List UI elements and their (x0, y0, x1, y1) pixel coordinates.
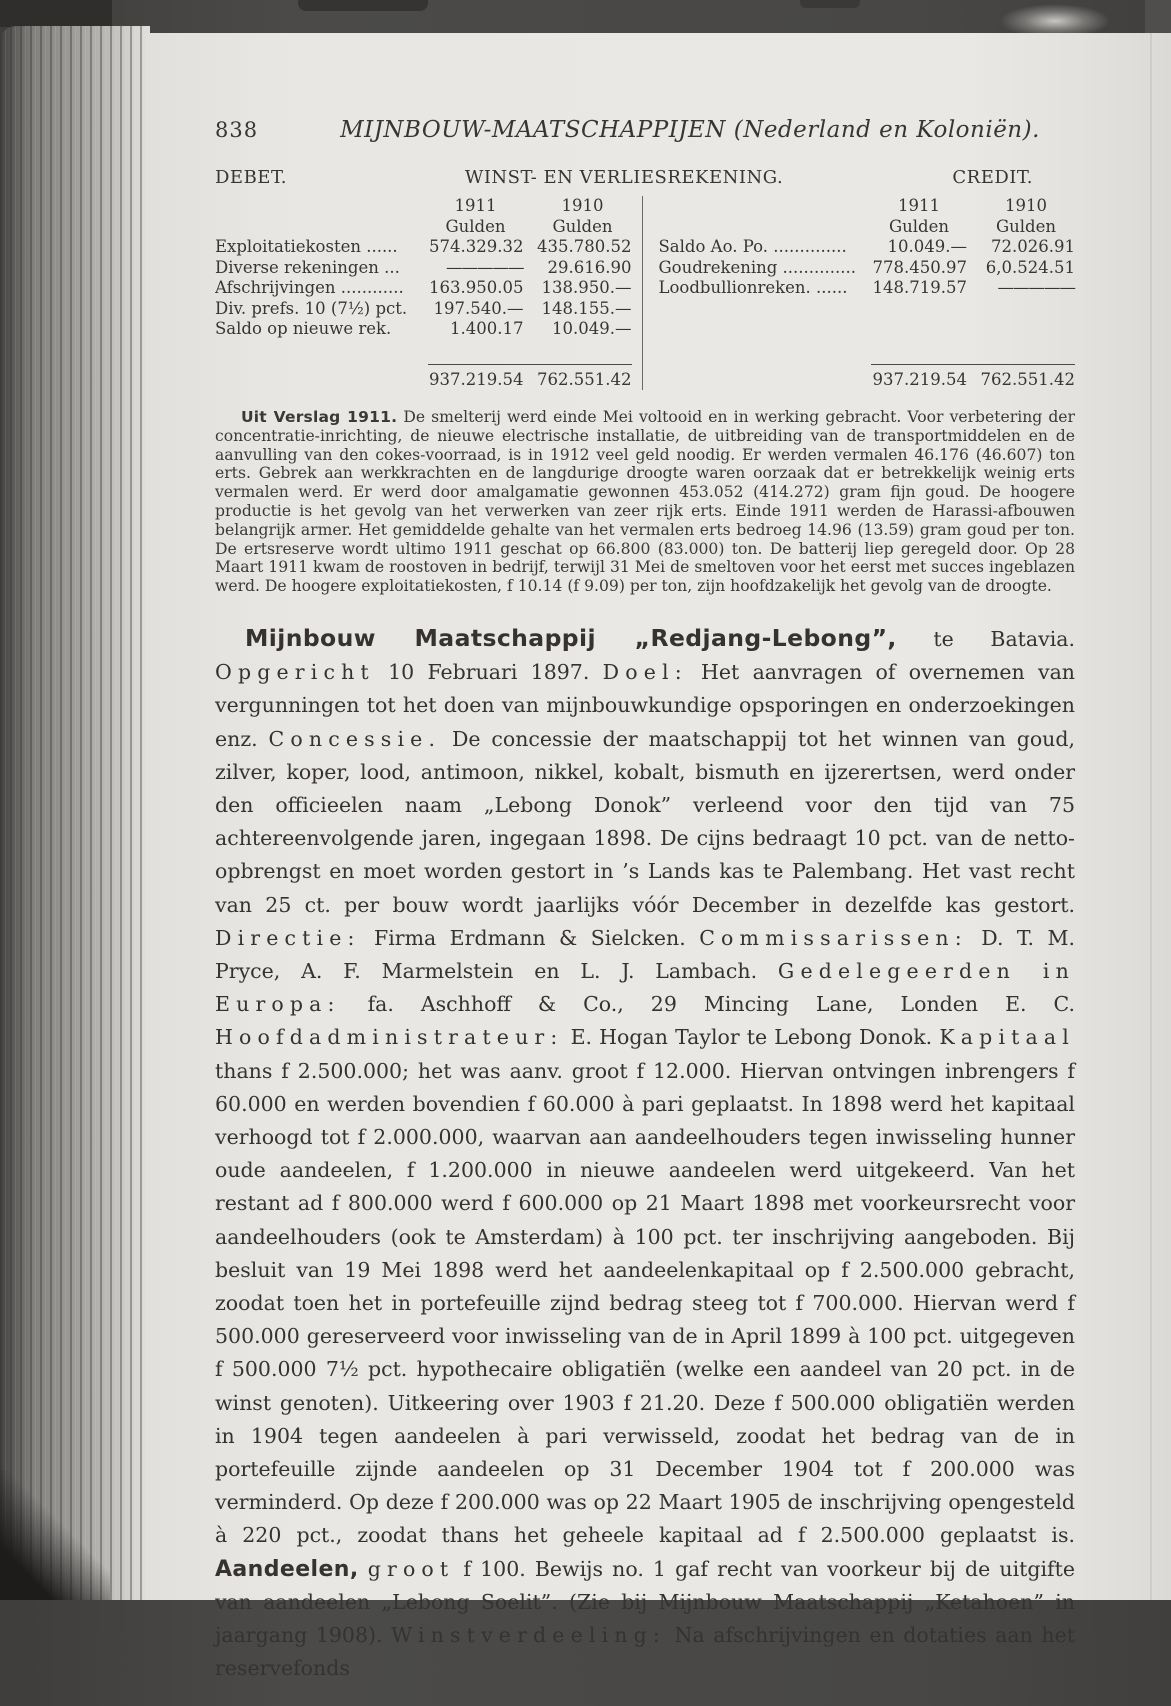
amount-1911: 574.329.32 (429, 237, 524, 256)
year-1911: 1911 (454, 196, 497, 215)
paragraph-company-redjang-lebong: Mijnbouw Maatschappij „Redjang-Lebong”, te Batavia. Opgericht 10 Februari 1897. Doel: Het aanvragen of overnemen van vergunningen tot het doen van mijnbouwkundige opsporingen en onderzoekingen enz. Concessie. De concessie der maatschappij tot het winnen van goud, zilver, koper, lood, antimoon, nikkel, kobalt, bismuth en ijzerertsen, werd onder den officieelen naam „Lebong Donok” verleend voor den tijd van 75 achtereenvolgende jaren, ingegaan 1898. De cijns bedraagt 10 pct. van de netto-opbrengst en moet worden gestort in ’s Lands kas te Palembang. Het vast recht van 25 ct. per bouw wordt jaarlijks vóór December in dezelfde kas gestort. Directie: Firma Erdmann & Sielcken. Commissarissen: D. T. M. Pryce, A. F. Marmelstein en L. J. Lambach. Gedelegeerden in Europa: fa. Aschhoff & Co., 29 Mincing Lane, Londen E. C. Hoofdadministrateur: E. Hogan Taylor te Lebong Donok. Kapitaal thans f 2.500.000; het was aanv. groot f 12.000. Hiervan ontvingen inbrengers f 60.000 en werden bovendien f 60.000 à pari geplaatst. In 1898 werd het kapitaal verhoogd tot f 2.000.000, waarvan aan aandeelhouders tegen inwisseling hunner oude aandeelen, f 1.200.000 in nieuwe aandeelen werd uitgekeerd. Van het restant ad f 800.000 werd f 600.000 op 21 Maart 1898 met voorkeursrecht voor aandeelhouders (ook te Amsterdam) à 100 pct. ter inschrijving aangeboden. Bij besluit van 19 Mei 1898 werd het aandeelenkapitaal op f 2.500.000 gebracht, zoodat toen het in portefeuille zijnd bedrag steeg tot f 700.000. Hiervan werd f 500.000 gereserveerd voor inwisseling van de in April 1899 à 100 pct. uitgegeven f 500.000 7½ pct. hypothecaire obligatiën (welke een aandeel van 20 pct. in de winst genoten). Uitkeering over 1903 f 21.20. Deze f 500.000 obligatiën werden in 1904 tegen aandeelen à pari verwisseld, zoodat het bedrag van de in portefeuille zijnde aandeelen op 31 December 1904 tot f 200.000 was verminderd. Op deze f 200.000 was op 22 Maart 1905 de inschrijving opengesteld à 220 pct., zoodat thans het geheele kapitaal ad f 2.500.000 geplaatst is. Aandeelen, groot f 100. Bewijs no. 1 gaf recht van voorkeur bij de uitgifte van aandeelen „Lebong Soelit”. (Zie bij Mijnbouw Maatschappij „Ketahoen” in jaargang 1908). Winstverdeeling: Na afschrijvingen en dotaties aan het reservefonds (215, 623, 1076, 1681)
totals-rule (428, 364, 632, 365)
year-1910: 1910 (561, 196, 604, 215)
table-row (215, 237, 632, 258)
table-row (659, 278, 1076, 299)
amount-1910: 6,0.524.51 (985, 257, 1075, 277)
table-row (215, 299, 632, 320)
debet-totals (215, 364, 632, 391)
table-row (659, 237, 1076, 258)
photo-corner-shadow-bottom-left (0, 1470, 110, 1600)
account-label: Goudrekening .............. (658, 257, 856, 277)
table-header-row (215, 167, 1075, 188)
amount-1910: 138.950.— (541, 278, 632, 297)
currency-label: Gulden (888, 216, 950, 236)
table-row (215, 319, 632, 340)
amount-1911: ————— (446, 257, 524, 277)
paragraph-uit-verslag-1911: Uit Verslag 1911. De smelterij werd einde Mei voltooid en in werking gebracht. Voor verbetering der concentratie-inrichting, de nieuwe electrische installatie, de uitbreiding van de transportmiddelen en de aanvulling van den cokes-voorraad, is in 1912 veel geld noodig. Er werden vermalen 46.176 (46.607) ton erts. Gebrek aan werkkrachten en de langdurige droogte waren oorzaak dat er betrekkelijk weinig erts vermalen werd. Er werd door amalgamatie gewonnen 453.052 (414.272) gram fijn goud. De hoogere productie is het gevolg van het verwerken van zeer rijk erts. Einde 1911 werden de Harassi-afbouwen belangrijk armer. Het gemiddelde gehalte van het vermalen erts bedroeg 14.96 (13.59) gram goud per ton. De ertsreserve wordt ultimo 1911 geschat op 66.800 (83.000) ton. De batterij liep geregeld door. Op 28 Maart 1911 kwam de roostoven in bedrijf, terwijl 31 Mei de smeltoven voor het eerst met succes ingeblazen werd. De hoogere exploitatiekosten, f 10.14 (f 9.09) per ton, zijn hoofdzakelijk het gevolg van de droogte. (215, 408, 1075, 596)
account-label: Div. prefs. 10 (7½) pct. (215, 298, 408, 318)
amount-1911: 197.540.— (433, 298, 524, 318)
table-row (659, 258, 1076, 279)
debet-label: DEBET. (215, 167, 288, 188)
amount-1910: 148.155.— (541, 298, 632, 318)
credit-label: CREDIT. (952, 167, 1033, 188)
year-header-row (659, 196, 1076, 217)
amount-1910: 435.780.52 (537, 237, 632, 256)
currency-label: Gulden (995, 216, 1057, 236)
year-1911: 1911 (898, 196, 940, 215)
amount-1911: 148.719.57 (872, 278, 967, 297)
page-number: 838 (215, 118, 259, 142)
amount-1911: 1.400.17 (450, 319, 524, 338)
currency-row (215, 217, 632, 238)
account-label: Loodbullionreken. ...... (658, 278, 848, 297)
amount-1911: 778.450.97 (872, 257, 967, 277)
profit-loss-table (215, 196, 1075, 390)
photo-corner-shadow-top-left (0, 0, 112, 27)
total-1910: 762.551.42 (980, 369, 1075, 389)
amount-1910: 72.026.91 (991, 237, 1075, 256)
amount-1910: ————— (997, 278, 1075, 297)
year-header-row (215, 196, 632, 217)
totals-row (215, 370, 632, 391)
amount-1910: 10.049.— (552, 319, 632, 338)
account-label: Saldo op nieuwe rek. (215, 319, 392, 338)
currency-row (659, 217, 1076, 238)
total-1911: 937.219.54 (872, 369, 967, 389)
debet-column (215, 196, 643, 390)
photo-background-notch-small (800, 0, 860, 8)
credit-column (643, 196, 1076, 390)
amount-1910: 29.616.90 (547, 257, 632, 277)
page-content (215, 117, 1075, 1706)
amount-1911: 10.049.— (887, 237, 967, 256)
table-title: WINST- EN VERLIESREKENING. (464, 167, 784, 188)
book-page (146, 33, 1171, 1681)
table-row (215, 278, 632, 299)
account-label: Diverse rekeningen ... (215, 257, 400, 277)
currency-label: Gulden (552, 216, 613, 236)
book-page-edges (0, 26, 150, 1600)
totals-row (659, 370, 1076, 391)
credit-totals (659, 364, 1076, 391)
photo-background-notch (298, 0, 428, 11)
account-label: Afschrijvingen ............ (215, 278, 404, 297)
page-curl-line (1150, 33, 1152, 1600)
account-label: Exploitatiekosten ...... (215, 237, 398, 256)
running-header-row (215, 117, 1075, 143)
total-1910: 762.551.42 (537, 369, 632, 389)
currency-label: Gulden (445, 216, 506, 236)
table-row (215, 258, 632, 279)
account-label: Saldo Ao. Po. .............. (658, 237, 847, 256)
running-header: MIJNBOUW-MAATSCHAPPIJEN (Nederland en Koloniën). (340, 117, 1040, 143)
total-1911: 937.219.54 (429, 369, 524, 389)
amount-1911: 163.950.05 (429, 278, 524, 297)
totals-rule (871, 364, 1075, 365)
year-1910: 1910 (1005, 196, 1047, 215)
